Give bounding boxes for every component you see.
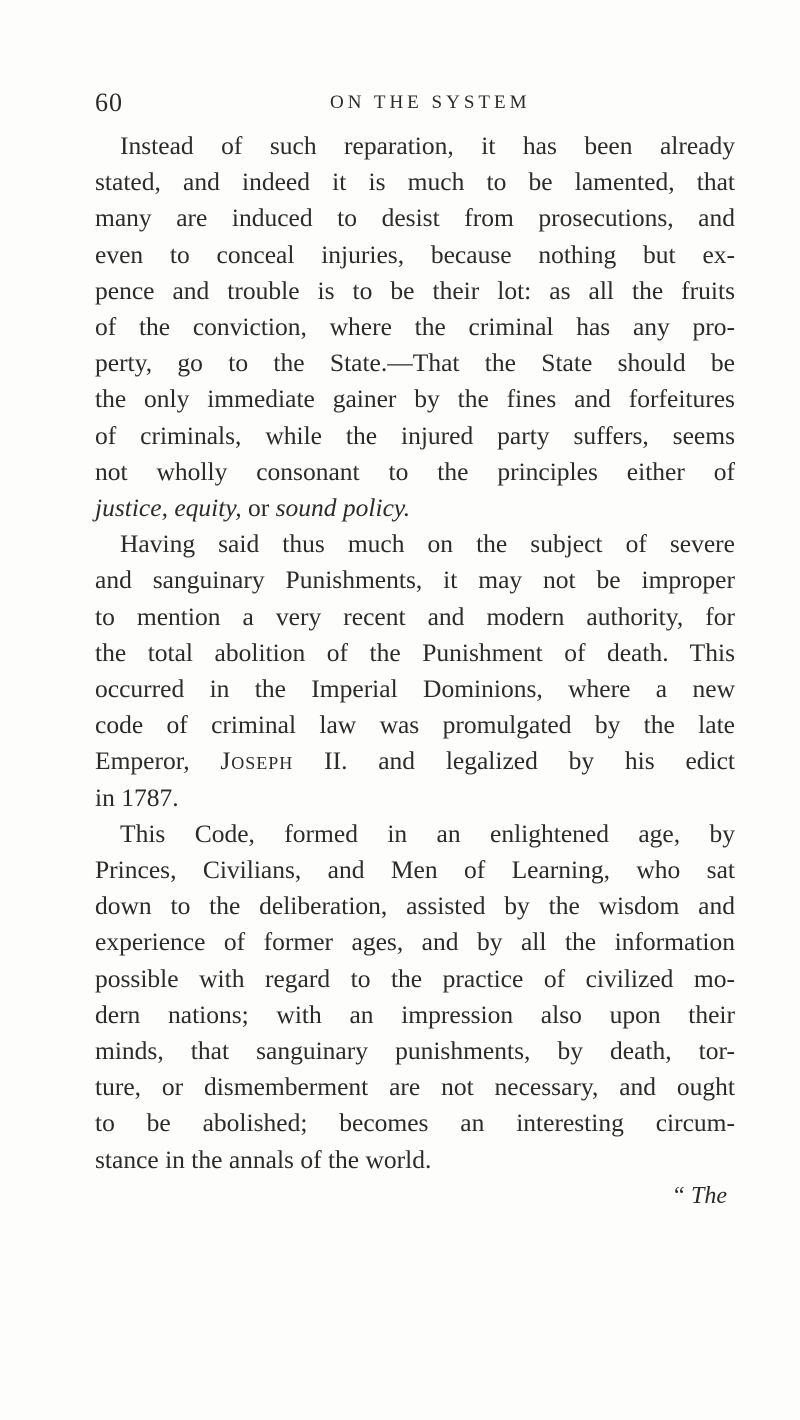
text-line: not wholly consonant to the principles either of	[95, 456, 735, 486]
text-line: experience of former ages, and by all the information	[95, 927, 735, 957]
text-line: pence and trouble is to be their lot: as all the fruits	[95, 275, 735, 305]
text-line	[95, 490, 735, 526]
text-line: stance in the annals of the world.	[95, 1144, 432, 1174]
italic-justice: justice,	[95, 493, 168, 523]
emperor-word: Emperor,	[95, 746, 190, 776]
text-line: in 1787.	[95, 782, 179, 812]
text-line: many are induced to desist from prosecutions, and	[95, 203, 735, 233]
text-line: of criminals, while the injured party suffers, seems	[95, 420, 735, 450]
text-line: This Code, formed in an enlightened age, by	[120, 818, 735, 848]
text-line: the total abolition of the Punishment of death. This	[95, 637, 735, 667]
text-line	[95, 743, 735, 779]
emperor-rest: II. and legalized by his edict	[324, 746, 735, 776]
text-line: down to the deliberation, assisted by the wisdom and	[95, 891, 735, 921]
text-line: of the conviction, where the criminal has any pro-	[95, 312, 735, 342]
text-line: Instead of such reparation, it has been already	[120, 131, 735, 160]
text-line: code of criminal law was promulgated by the late	[95, 710, 735, 740]
text-line: to be abolished; becomes an interesting circum-	[95, 1108, 735, 1138]
body-text	[95, 128, 735, 1214]
word-or: or	[247, 493, 270, 523]
text-line: to mention a very recent and modern authority, for	[95, 601, 735, 631]
text-line: Having said thus much on the subject of severe	[120, 529, 735, 559]
text-line: and sanguinary Punishments, it may not be improper	[95, 565, 735, 595]
emperor-name: Joseph	[220, 746, 294, 776]
text-line: possible with regard to the practice of civilized mo-	[95, 963, 735, 993]
text-line: occurred in the Imperial Dominions, where a new	[95, 674, 735, 704]
text-line: Princes, Civilians, and Men of Learning, who sat	[95, 855, 735, 885]
text-line: ture, or dismemberment are not necessary, and ought	[95, 1072, 735, 1102]
italic-sound-policy: sound policy.	[275, 493, 411, 523]
text-line: dern nations; with an impression also upon their	[95, 999, 735, 1029]
text-line: the only immediate gainer by the fines and forfeitures	[95, 384, 735, 414]
page-number: 60	[95, 88, 123, 117]
text-line: perty, go to the State.—That the State should be	[95, 348, 735, 378]
text-line: minds, that sanguinary punishments, by death, tor-	[95, 1036, 735, 1066]
text-line: stated, and indeed it is much to be lamented, that	[95, 167, 735, 197]
text-line: even to conceal injuries, because nothing but ex-	[95, 239, 735, 269]
italic-equity: equity,	[174, 493, 242, 523]
catchword: “ The	[671, 1182, 727, 1209]
page-header	[95, 88, 735, 124]
running-head: ON THE SYSTEM	[330, 92, 531, 113]
